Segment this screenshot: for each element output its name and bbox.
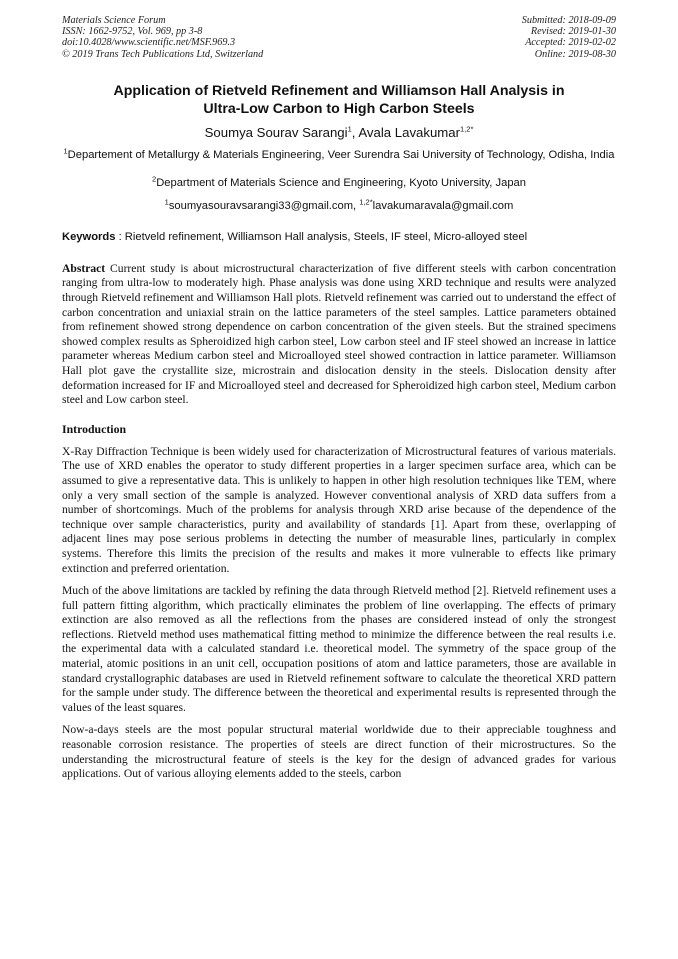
author-1-affiliation-mark: 1 (347, 124, 352, 134)
journal-name: Materials Science Forum (62, 15, 166, 26)
email-1-mark: 1 (164, 197, 169, 207)
publication-header (62, 15, 616, 60)
affiliation-2-text: Department of Materials Science and Engineering, Kyoto University, Japan (156, 176, 526, 189)
paper-title (62, 82, 616, 118)
keywords-label: Keywords (62, 230, 116, 243)
online-date: Online: 2019-08-30 (534, 48, 616, 60)
title-line-1: Application of Rietveld Refinement and Williamson Hall Analysis in (113, 82, 565, 99)
keywords-text: : Rietveld refinement, Williamson Hall analysis, Steels, IF steel, Micro-alloyed steel (115, 230, 528, 243)
abstract-text: Current study is about microstructural characterization of five different steels with carbon concentration ranging from ultra-low to moderately high. Phase analysis was done using XRD technique and results were analyzed through Rietveld refinement and Williamson Hall plots. Rietveld refinement was carried out to understand the effect of carbon concentration and uniaxial strain on the lattice parameters of the steel samples. Lattice parameters obtained from refinement showed strong dependence on carbon concentration of the given steels. But the strained specimens showed complex results as Spheroidized high carbon steel, Low carbon steel and IF steel showed an increase in lattice parameter whereas Medium carbon steel and Microalloyed steel showed contraction in lattice parameter. Williamson Hall plot gave the crystallite size, microstrain and dislocation density in the steels. Dislocation density after deformation increased for IF and Microalloyed steel and decreased for Spheroidized high carbon steel, Medium carbon steel and Low carbon steel. (62, 261, 616, 407)
author-1: Soumya Sourav Sarangi (204, 124, 348, 140)
email-2: lavakumaravala@gmail.com (372, 199, 514, 212)
abstract (62, 262, 616, 408)
copyright: © 2019 Trans Tech Publications Ltd, Switzerland (62, 48, 264, 60)
header-left (62, 15, 263, 60)
affiliation-2 (62, 175, 616, 191)
header-right (522, 15, 616, 60)
affiliation-1-mark: 1 (63, 146, 68, 156)
author-separator: , (351, 124, 359, 140)
author-emails (62, 198, 616, 214)
email-2-mark: 1,2* (359, 197, 373, 207)
abstract-label: Abstract (62, 261, 106, 275)
title-line-2: Ultra-Low Carbon to High Carbon Steels (203, 100, 475, 117)
introduction-paragraph-1: X-Ray Diffraction Technique is been widely used for characterization of Microstructural features of various materials. The use of XRD enables the operator to study different properties in a larger specimen surface area, which can be assumed to give a representative data. This is unlikely to happen in other high resolution techniques like TEM, where only a very small section of the sample is analyzed. However conventional analysis of XRD data suffers from a number of shortcomings. Much of the problems for analysis through XRD arise because of the dependence of the technique over sample characteristics, purity and availability of standards [1]. Apart from these, overlapping of adjacent lines may pose serious problems in detecting the number of measurable lines, particularly in complex systems. Therefore this limits the precision of the results and makes it more vulnerable to effects like primary extinction and preferred orientation. (62, 444, 616, 575)
email-1: soumyasouravsarangi33@gmail.com, (168, 199, 360, 212)
accepted-date: Accepted: 2019-02-02 (525, 37, 616, 49)
author-list (62, 124, 616, 141)
submitted-date: Submitted: 2018-09-09 (521, 15, 616, 26)
issn: ISSN: 1662-9752, Vol. 969, pp 3-8 (62, 26, 203, 38)
affiliation-2-mark: 2 (152, 174, 157, 184)
author-2: Avala Lavakumar (358, 124, 461, 140)
affiliation-1-text: Departement of Metallurgy & Materials Engineering, Veer Surendra Sai University of Technology, Odisha, India (67, 148, 615, 161)
revised-date: Revised: 2019-01-30 (530, 26, 616, 38)
author-2-affiliation-mark: 1,2* (460, 124, 474, 134)
affiliation-1 (62, 147, 616, 163)
introduction-paragraph-3: Now-a-days steels are the most popular structural material worldwide due to their appreciable toughness and reasonable corrosion resistance. The properties of steels are direct function of their microstructures. So the understanding the microstructural feature of steels is the key for the design of advanced grades for various applications. Out of various alloying elements added to the steels, carbon (62, 723, 616, 781)
introduction-paragraph-2: Much of the above limitations are tackled by refining the data through Rietveld method [2]. Rietveld refinement uses a full pattern fitting algorithm, which practically eliminates the problem of line overlapping. The effects of primary extinction are also removed as all the reflections from the phases are considered instead of only the strongest reflections. Rietveld method uses mathematical fitting method to minimize the difference between the real results i.e. the experimental data with a calculated standard i.e. theoretical model. The symmetry of the space group of the material, atomic positions in an unit cell, occupation positions of atom and lattice parameters, those are available in standard crystallographic databases are used in Rietveld refinement software to calculate the theoretical XRD pattern for the sample under study. The difference between the theoretical and experimental results is represented through the values of the least squares. (62, 584, 616, 714)
introduction-heading: Introduction (62, 421, 127, 436)
doi: doi:10.4028/www.scientific.net/MSF.969.3 (62, 37, 236, 49)
keywords (62, 230, 616, 245)
